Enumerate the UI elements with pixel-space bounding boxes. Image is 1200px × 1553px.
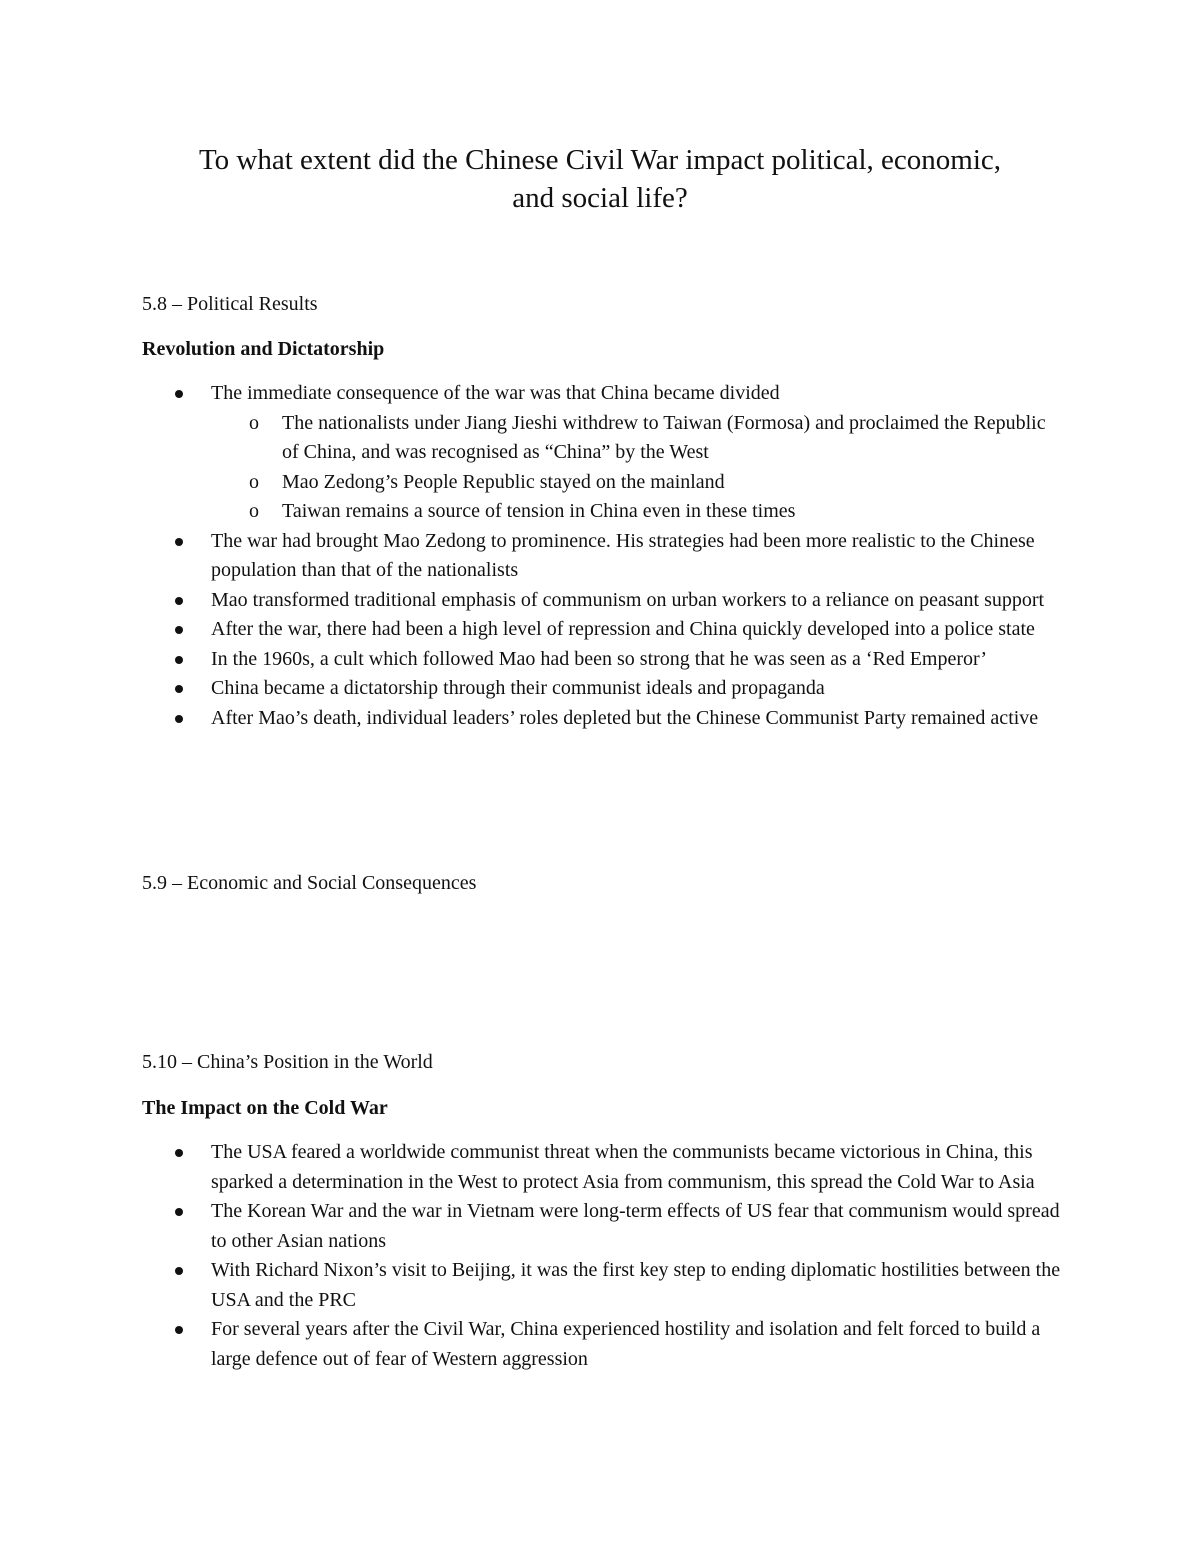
list-item [0, 615, 1071, 645]
list-item-text: The immediate consequence of the war was that China became divided [211, 382, 780, 404]
list-item-text: The USA feared a worldwide communist threat when the communists became victorious in China, this sparked a determination in the West to protect Asia from communism, this spread the Cold War to Asia [211, 1141, 1035, 1193]
sub-bullet-marker: o [249, 500, 259, 522]
section-heading-5-8: 5.8 – Political Results [142, 293, 318, 315]
list-item [0, 1256, 1071, 1315]
list-item [0, 1138, 1071, 1197]
sub-list-item [211, 409, 1062, 468]
list-item [0, 645, 1071, 675]
bullet-marker [175, 626, 183, 634]
sub-list-item [211, 468, 1062, 498]
sub-list-item-text: Mao Zedong’s People Republic stayed on the mainland [282, 470, 725, 493]
sub-bullet-list [211, 409, 1071, 527]
bullet-marker [175, 538, 183, 546]
document-title [0, 141, 1200, 217]
subheading-revolution-dictatorship: Revolution and Dictatorship [142, 338, 385, 360]
bullet-marker [175, 715, 183, 723]
title-line-1: To what extent did the Chinese Civil War impact political, economic, [198, 144, 1002, 176]
sub-list-item [211, 497, 1062, 527]
list-item-text: The war had brought Mao Zedong to prominence. His strategies had been more realistic to the Chinese population than that of the nationalists [211, 529, 1035, 581]
list-item [0, 379, 1071, 527]
list-item [0, 1197, 1071, 1256]
bullet-marker [175, 390, 183, 398]
list-item [0, 527, 1071, 586]
bullet-marker [175, 597, 183, 605]
bullet-marker [175, 1149, 183, 1157]
list-item-text: For several years after the Civil War, China experienced hostility and isolation and felt forced to build a large defence out of fear of Western aggression [211, 1318, 1041, 1370]
list-item-text: The Korean War and the war in Vietnam were long-term effects of US fear that communism would spread to other Asian nations [211, 1200, 1060, 1252]
section-heading-5-9: 5.9 – Economic and Social Consequences [142, 872, 477, 894]
subheading-impact-cold-war: The Impact on the Cold War [142, 1097, 388, 1119]
sub-list-item-text: Taiwan remains a source of tension in China even in these times [282, 500, 796, 522]
bullet-marker [175, 1267, 183, 1275]
bullet-list-cold-war [0, 1138, 1200, 1374]
section-heading-5-10: 5.10 – China’s Position in the World [142, 1051, 433, 1073]
bullet-marker [175, 1208, 183, 1216]
list-item-text: Mao transformed traditional emphasis of communism on urban workers to a reliance on peasant support [211, 588, 1045, 611]
list-item [0, 674, 1071, 704]
bullet-marker [175, 1326, 183, 1334]
sub-bullet-marker: o [249, 411, 259, 434]
list-item-text: In the 1960s, a cult which followed Mao had been so strong that he was seen as a ‘Red Emperor’ [211, 647, 988, 670]
list-item-text: After the war, there had been a high level of repression and China quickly developed into a police state [211, 618, 1035, 640]
list-item [0, 1315, 1071, 1374]
list-item [0, 586, 1071, 616]
bullet-marker [175, 656, 183, 664]
list-item-text: China became a dictatorship through their communist ideals and propaganda [211, 677, 825, 699]
sub-bullet-marker: o [249, 470, 259, 493]
sub-list-item-text: The nationalists under Jiang Jieshi withdrew to Taiwan (Formosa) and proclaimed the Republic of China, and was recognised as “China” by the West [282, 411, 1046, 463]
title-line-2: and social life? [512, 182, 688, 214]
list-item-text: After Mao’s death, individual leaders’ roles depleted but the Chinese Communist Party remained active [211, 706, 1039, 729]
bullet-list-political-results [0, 379, 1200, 733]
bullet-marker [175, 685, 183, 693]
list-item-text: With Richard Nixon’s visit to Beijing, it was the first key step to ending diplomatic hostilities between the USA and the PRC [211, 1259, 1061, 1311]
list-item [0, 704, 1071, 734]
